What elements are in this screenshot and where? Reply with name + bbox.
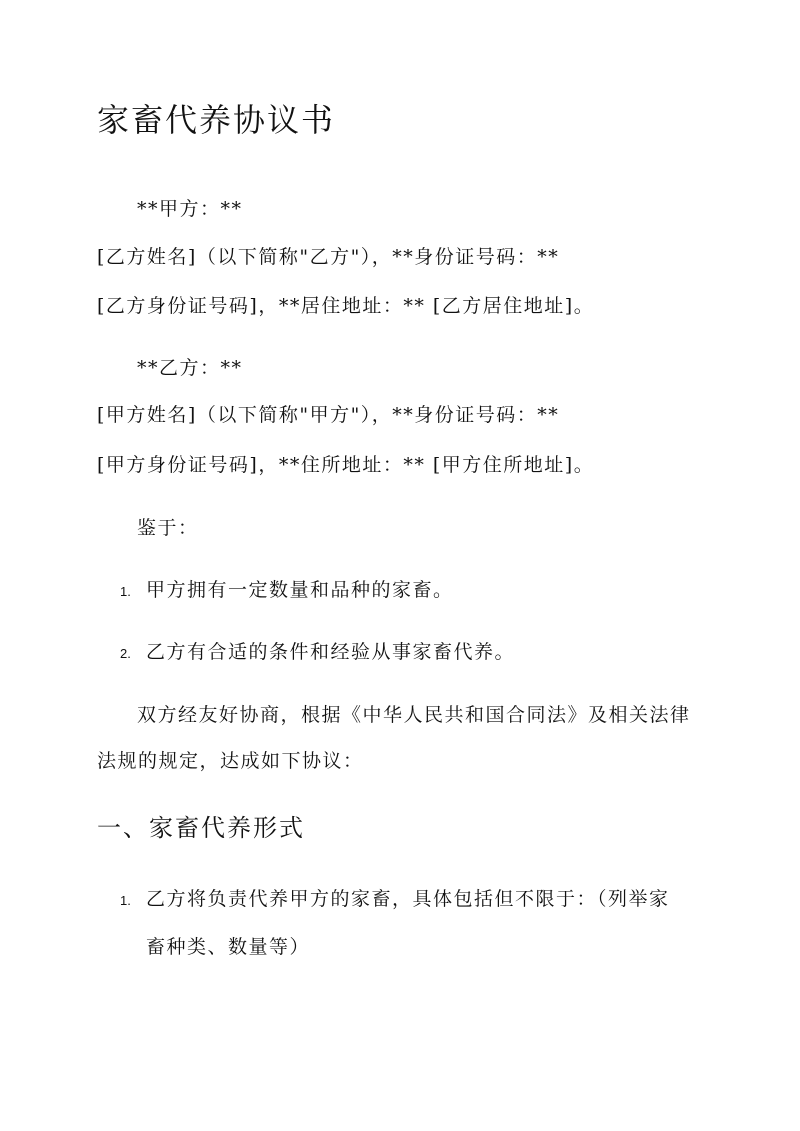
party-b-address-line: [甲方身份证号码]，**住所地址：** [甲方住所地址]。 [97,454,595,476]
section-item-number: 1. [120,893,131,908]
party-a-name-line: [乙方姓名]（以下简称"乙方"），**身份证号码：** [97,246,560,268]
whereas-item-number: 2. [120,646,131,661]
party-a-address-line: [乙方身份证号码]，**居住地址：** [乙方居住地址]。 [97,295,595,317]
whereas-item-number: 1. [120,584,131,599]
document-title: 家畜代养协议书 [97,101,336,139]
agreement-paragraph-line: 双方经友好协商，根据《中华人民共和国合同法》及相关法律 [137,704,691,726]
whereas-item-text: 乙方有合适的条件和经验从事家畜代养。 [146,641,516,663]
section-heading: 一、家畜代养形式 [97,814,305,842]
party-a-heading: **甲方：** [137,198,243,220]
whereas-item-text: 甲方拥有一定数量和品种的家畜。 [146,579,454,601]
party-b-heading: **乙方：** [137,357,243,379]
whereas-label: 鉴于： [137,517,199,539]
section-item-text-continued: 畜种类、数量等） [146,936,311,958]
agreement-paragraph-line: 法规的规定，达成如下协议： [97,750,364,772]
party-b-name-line: [甲方姓名]（以下简称"甲方"），**身份证号码：** [97,404,560,426]
section-item-text: 乙方将负责代养甲方的家畜，具体包括但不限于：（列举家 [146,888,670,910]
